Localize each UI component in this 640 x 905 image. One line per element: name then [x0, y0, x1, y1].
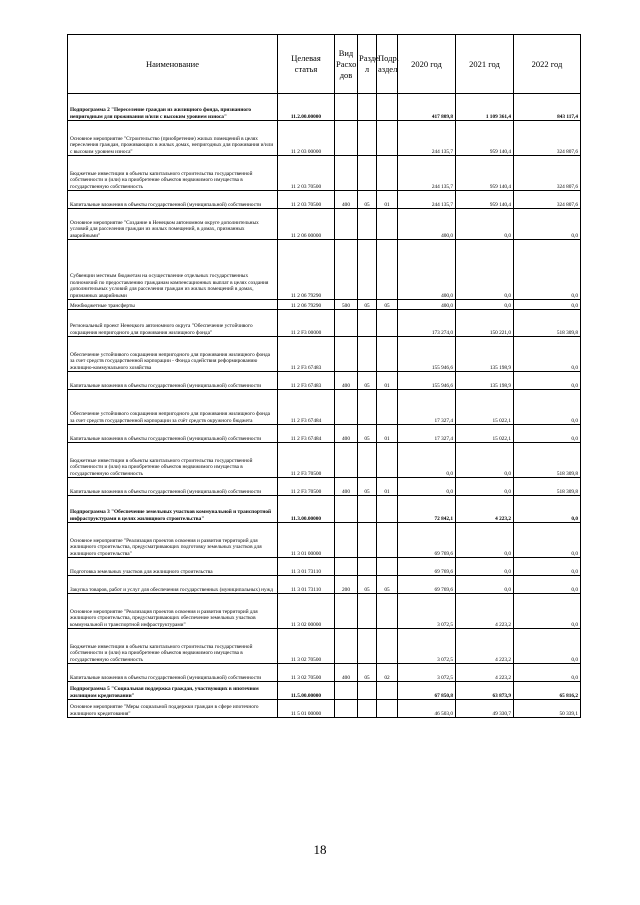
- row-amount-2022: 0,0: [514, 629, 581, 664]
- row-vid: 400: [335, 425, 358, 443]
- row-name: Обеспечение устойчивого сокращения непригодного для проживания жилищного фонда за счет средств государственной корпорации - Фонда содействия реформированию жилищно-коммунального хозяйства: [68, 337, 278, 372]
- row-amount-2020: 417 809,8: [398, 94, 456, 121]
- row-vid: [335, 496, 358, 523]
- row-amount-2020: 3 072,5: [398, 594, 456, 629]
- table-row: [68, 121, 581, 156]
- row-target-code: 11.5.00.00000: [278, 682, 335, 700]
- table-row: [68, 576, 581, 594]
- row-podrazdel: [377, 523, 398, 558]
- row-target-code: 11 2 06 79290: [278, 300, 335, 310]
- row-amount-2021: 0,0: [456, 478, 514, 496]
- row-name: Основное мероприятие "Создание в Ненецком автономном округе дополнительных условий для расселения граждан из жилых помещений, в домах, признанных аварийными": [68, 209, 278, 240]
- row-amount-2021: 135 198,9: [456, 337, 514, 372]
- row-vid: 400: [335, 372, 358, 390]
- row-name: Основное мероприятие "Реализация проектов освоения и развития территорий для жилищного строительства, предусматривающих подготовку земельных участков для жилищного строительства": [68, 523, 278, 558]
- row-name: Капитальные вложения в объекты государственной (муниципальной) собственности: [68, 372, 278, 390]
- row-vid: 400: [335, 478, 358, 496]
- row-amount-2021: 49 330,7: [456, 700, 514, 718]
- table-row: [68, 629, 581, 664]
- row-amount-2021: 1 109 361,4: [456, 94, 514, 121]
- row-amount-2022: 324 807,6: [514, 121, 581, 156]
- row-amount-2020: 46 503,0: [398, 700, 456, 718]
- col-header-razdel: Разде л: [358, 35, 377, 94]
- row-amount-2022: 0,0: [514, 496, 581, 523]
- col-header-2020: 2020 год: [398, 35, 456, 94]
- row-target-code: 11 3 02 70500: [278, 664, 335, 682]
- row-podrazdel: 02: [377, 664, 398, 682]
- row-razdel: [358, 209, 377, 240]
- row-razdel: 05: [358, 300, 377, 310]
- row-name: Закупка товаров, работ и услуг для обеспечения государственных (муниципальных) нужд: [68, 576, 278, 594]
- row-amount-2021: 4 223,2: [456, 664, 514, 682]
- row-name: Обеспечение устойчивого сокращения непригодного для проживания жилищного фонда за счет средств государственной корпорации за счёт средств окружного бюджета: [68, 390, 278, 425]
- row-target-code: 11 2 06 79290: [278, 240, 335, 300]
- row-vid: [335, 700, 358, 718]
- row-razdel: [358, 240, 377, 300]
- row-name: Субвенции местным бюджетам на осуществление отдельных государственных полномочий по предоставлению гражданам компенсационных выплат в целях создания дополнительных условий для расселения граждан из жилых помещений в домах, признанных аварийными: [68, 240, 278, 300]
- row-amount-2021: 4 223,2: [456, 629, 514, 664]
- row-target-code: 11 2 03 00000: [278, 121, 335, 156]
- row-vid: [335, 94, 358, 121]
- row-podrazdel: 05: [377, 576, 398, 594]
- col-header-2021: 2021 год: [456, 35, 514, 94]
- row-amount-2021: 15 022,1: [456, 425, 514, 443]
- row-podrazdel: [377, 310, 398, 337]
- row-razdel: 05: [358, 425, 377, 443]
- row-vid: 400: [335, 664, 358, 682]
- row-vid: [335, 390, 358, 425]
- row-name: Бюджетные инвестиции в объекты капитального строительства государственной собственности и (или) на приобретение объектов недвижимого имущества в государственную собственность: [68, 156, 278, 191]
- row-amount-2020: 0,0: [398, 443, 456, 478]
- row-amount-2020: 3 072,5: [398, 629, 456, 664]
- row-target-code: 11.3.00.00000: [278, 496, 335, 523]
- row-podrazdel: 01: [377, 425, 398, 443]
- table-row: [68, 700, 581, 718]
- row-razdel: [358, 121, 377, 156]
- header-row: [68, 35, 581, 94]
- col-header-name: Наименование: [68, 35, 278, 94]
- row-amount-2020: 173 274,0: [398, 310, 456, 337]
- row-vid: [335, 240, 358, 300]
- row-name: Бюджетные инвестиции в объекты капитального строительства государственной собственности и (или) на приобретение объектов недвижимого имущества в государственную собственность: [68, 629, 278, 664]
- row-podrazdel: [377, 94, 398, 121]
- row-podrazdel: [377, 496, 398, 523]
- row-amount-2020: 400,0: [398, 240, 456, 300]
- row-razdel: 05: [358, 576, 377, 594]
- table-row: [68, 443, 581, 478]
- row-amount-2022: 0,0: [514, 576, 581, 594]
- row-vid: [335, 337, 358, 372]
- row-vid: 200: [335, 576, 358, 594]
- row-target-code: 11 3 01 00000: [278, 523, 335, 558]
- row-amount-2022: 0,0: [514, 523, 581, 558]
- row-podrazdel: 01: [377, 191, 398, 209]
- table-row: [68, 390, 581, 425]
- row-amount-2020: 0,0: [398, 478, 456, 496]
- row-podrazdel: [377, 240, 398, 300]
- row-vid: [335, 310, 358, 337]
- row-amount-2021: 150 221,0: [456, 310, 514, 337]
- row-razdel: [358, 558, 377, 576]
- budget-table: [67, 34, 581, 718]
- row-name: Капитальные вложения в объекты государственной (муниципальной) собственности: [68, 425, 278, 443]
- row-target-code: 11 3 01 73110: [278, 576, 335, 594]
- row-amount-2022: 65 816,2: [514, 682, 581, 700]
- row-amount-2022: 518 309,8: [514, 443, 581, 478]
- row-name: Межбюджетные трансферты: [68, 300, 278, 310]
- row-podrazdel: [377, 594, 398, 629]
- row-podrazdel: [377, 337, 398, 372]
- row-amount-2021: 0,0: [456, 558, 514, 576]
- row-amount-2022: 0,0: [514, 390, 581, 425]
- row-target-code: 11 2 F3 67483: [278, 372, 335, 390]
- table-row: [68, 94, 581, 121]
- row-podrazdel: [377, 390, 398, 425]
- row-target-code: 11.2.00.00000: [278, 94, 335, 121]
- row-amount-2020: 69 769,6: [398, 523, 456, 558]
- row-amount-2021: 4 223,2: [456, 594, 514, 629]
- row-amount-2022: 0,0: [514, 664, 581, 682]
- row-amount-2021: 4 223,2: [456, 496, 514, 523]
- row-amount-2021: 15 022,1: [456, 390, 514, 425]
- row-podrazdel: [377, 629, 398, 664]
- row-name: Подготовка земельных участков для жилищного строительства: [68, 558, 278, 576]
- row-podrazdel: [377, 209, 398, 240]
- row-target-code: 11 2 F3 67484: [278, 390, 335, 425]
- row-podrazdel: [377, 558, 398, 576]
- row-amount-2022: 843 117,4: [514, 94, 581, 121]
- row-razdel: [358, 156, 377, 191]
- row-name: Капитальные вложения в объекты государственной (муниципальной) собственности: [68, 191, 278, 209]
- row-amount-2021: 0,0: [456, 209, 514, 240]
- row-target-code: 11 2 F3 70500: [278, 478, 335, 496]
- row-amount-2020: 244 135,7: [398, 156, 456, 191]
- row-target-code: 11 2 03 70500: [278, 191, 335, 209]
- row-vid: [335, 121, 358, 156]
- row-amount-2022: 50 339,1: [514, 700, 581, 718]
- page-number: 18: [313, 842, 327, 857]
- row-amount-2022: 0,0: [514, 337, 581, 372]
- row-vid: [335, 558, 358, 576]
- row-amount-2021: 135 198,9: [456, 372, 514, 390]
- row-amount-2021: 959 140,4: [456, 156, 514, 191]
- table-row: [68, 337, 581, 372]
- row-amount-2021: 0,0: [456, 240, 514, 300]
- row-amount-2021: 0,0: [456, 300, 514, 310]
- row-podrazdel: [377, 700, 398, 718]
- row-razdel: [358, 700, 377, 718]
- table-row: [68, 478, 581, 496]
- row-amount-2020: 17 327,4: [398, 425, 456, 443]
- table-row: [68, 156, 581, 191]
- row-amount-2020: 244 135,7: [398, 121, 456, 156]
- row-name: Основное мероприятие "Реализация проектов освоения и развития территорий для жилищного строительства, предусматривающих обеспечение земельных участков коммунальной и транспортной инфраструктурами": [68, 594, 278, 629]
- row-razdel: 05: [358, 191, 377, 209]
- row-amount-2022: 324 807,6: [514, 191, 581, 209]
- table-row: [68, 425, 581, 443]
- row-amount-2020: 244 135,7: [398, 191, 456, 209]
- row-podrazdel: 05: [377, 300, 398, 310]
- row-target-code: 11 5 01 00000: [278, 700, 335, 718]
- row-razdel: [358, 337, 377, 372]
- col-header-podrazdel: Подр. аздел: [377, 35, 398, 94]
- table-row: [68, 209, 581, 240]
- row-razdel: [358, 310, 377, 337]
- row-razdel: [358, 629, 377, 664]
- row-vid: [335, 209, 358, 240]
- row-amount-2021: 63 873,9: [456, 682, 514, 700]
- row-amount-2020: 72 842,1: [398, 496, 456, 523]
- row-podrazdel: [377, 443, 398, 478]
- row-razdel: 05: [358, 372, 377, 390]
- row-vid: [335, 156, 358, 191]
- table-body: [68, 94, 581, 718]
- table-row: [68, 310, 581, 337]
- row-name: Подпрограмма 5 "Социальная поддержка граждан, участвующих в ипотечном жилищном кредитовании": [68, 682, 278, 700]
- row-amount-2022: 0,0: [514, 425, 581, 443]
- row-name: Капитальные вложения в объекты государственной (муниципальной) собственности: [68, 478, 278, 496]
- col-header-target: Целевая статья: [278, 35, 335, 94]
- row-amount-2020: 400,0: [398, 300, 456, 310]
- row-vid: [335, 682, 358, 700]
- row-target-code: 11 3 01 73110: [278, 558, 335, 576]
- row-name: Подпрограмма 3 "Обеспечение земельных участков коммунальной и транспортной инфраструктурами в целях жилищного строительства": [68, 496, 278, 523]
- row-razdel: 05: [358, 664, 377, 682]
- row-amount-2022: 0,0: [514, 594, 581, 629]
- row-amount-2022: 0,0: [514, 558, 581, 576]
- row-vid: 400: [335, 191, 358, 209]
- table-row: [68, 191, 581, 209]
- row-target-code: 11 3 02 00000: [278, 594, 335, 629]
- row-name: Региональный проект Ненецкого автономного округа "Обеспечение устойчивого сокращения непригодного для проживания жилищного фонда": [68, 310, 278, 337]
- row-podrazdel: 01: [377, 478, 398, 496]
- table-row: [68, 496, 581, 523]
- row-vid: [335, 594, 358, 629]
- col-header-2022: 2022 год: [514, 35, 581, 94]
- row-razdel: [358, 594, 377, 629]
- row-amount-2020: 3 072,5: [398, 664, 456, 682]
- row-amount-2020: 69 769,6: [398, 576, 456, 594]
- row-amount-2020: 155 946,6: [398, 372, 456, 390]
- row-amount-2022: 0,0: [514, 300, 581, 310]
- row-amount-2020: 69 769,6: [398, 558, 456, 576]
- row-amount-2021: 0,0: [456, 523, 514, 558]
- row-razdel: [358, 94, 377, 121]
- row-amount-2022: 324 807,6: [514, 156, 581, 191]
- row-podrazdel: [377, 682, 398, 700]
- row-name: Подпрограмма 2 "Переселение граждан из жилищного фонда, признанного непригодным для проживания и/или с высоким уровнем износа": [68, 94, 278, 121]
- table-row: [68, 664, 581, 682]
- row-vid: [335, 443, 358, 478]
- table-row: [68, 240, 581, 300]
- row-name: Бюджетные инвестиции в объекты капитального строительства государственной собственности и (или) на приобретение объектов недвижимого имущества в государственную собственность: [68, 443, 278, 478]
- row-razdel: [358, 682, 377, 700]
- row-vid: 500: [335, 300, 358, 310]
- table-row: [68, 682, 581, 700]
- row-target-code: 11 2 F3 67484: [278, 425, 335, 443]
- row-razdel: 05: [358, 478, 377, 496]
- row-amount-2022: 0,0: [514, 240, 581, 300]
- row-podrazdel: [377, 121, 398, 156]
- row-amount-2021: 959 140,4: [456, 121, 514, 156]
- row-amount-2022: 518 309,8: [514, 478, 581, 496]
- col-header-vid: Вид Расхо дов: [335, 35, 358, 94]
- row-name: Основное мероприятие "Меры социальной поддержки граждан в сфере ипотечного жилищного кредитования": [68, 700, 278, 718]
- table-row: [68, 558, 581, 576]
- row-amount-2021: 0,0: [456, 576, 514, 594]
- row-amount-2020: 155 946,6: [398, 337, 456, 372]
- table-row: [68, 594, 581, 629]
- row-vid: [335, 523, 358, 558]
- row-amount-2020: 67 850,8: [398, 682, 456, 700]
- row-amount-2022: 518 309,8: [514, 310, 581, 337]
- row-amount-2020: 17 327,4: [398, 390, 456, 425]
- row-razdel: [358, 496, 377, 523]
- row-podrazdel: [377, 156, 398, 191]
- row-name: Основное мероприятие "Строительство (приобретение) жилых помещений в целях переселения граждан, проживающих в жилых домах, непригодных для проживания и/или с высоким уровнем износа": [68, 121, 278, 156]
- row-amount-2022: 0,0: [514, 209, 581, 240]
- row-target-code: 11 2 F3 70500: [278, 443, 335, 478]
- row-podrazdel: 01: [377, 372, 398, 390]
- row-razdel: [358, 523, 377, 558]
- row-amount-2021: 959 140,4: [456, 191, 514, 209]
- row-name: Капитальные вложения в объекты государственной (муниципальной) собственности: [68, 664, 278, 682]
- row-razdel: [358, 390, 377, 425]
- row-target-code: 11 2 F3 00000: [278, 310, 335, 337]
- row-amount-2021: 0,0: [456, 443, 514, 478]
- row-target-code: 11 2 03 70500: [278, 156, 335, 191]
- row-target-code: 11 2 06 00000: [278, 209, 335, 240]
- table-row: [68, 300, 581, 310]
- row-razdel: [358, 443, 377, 478]
- row-amount-2022: 0,0: [514, 372, 581, 390]
- table-row: [68, 372, 581, 390]
- row-target-code: 11 3 02 70500: [278, 629, 335, 664]
- row-vid: [335, 629, 358, 664]
- table-row: [68, 523, 581, 558]
- row-target-code: 11 2 F3 67483: [278, 337, 335, 372]
- row-amount-2020: 400,0: [398, 209, 456, 240]
